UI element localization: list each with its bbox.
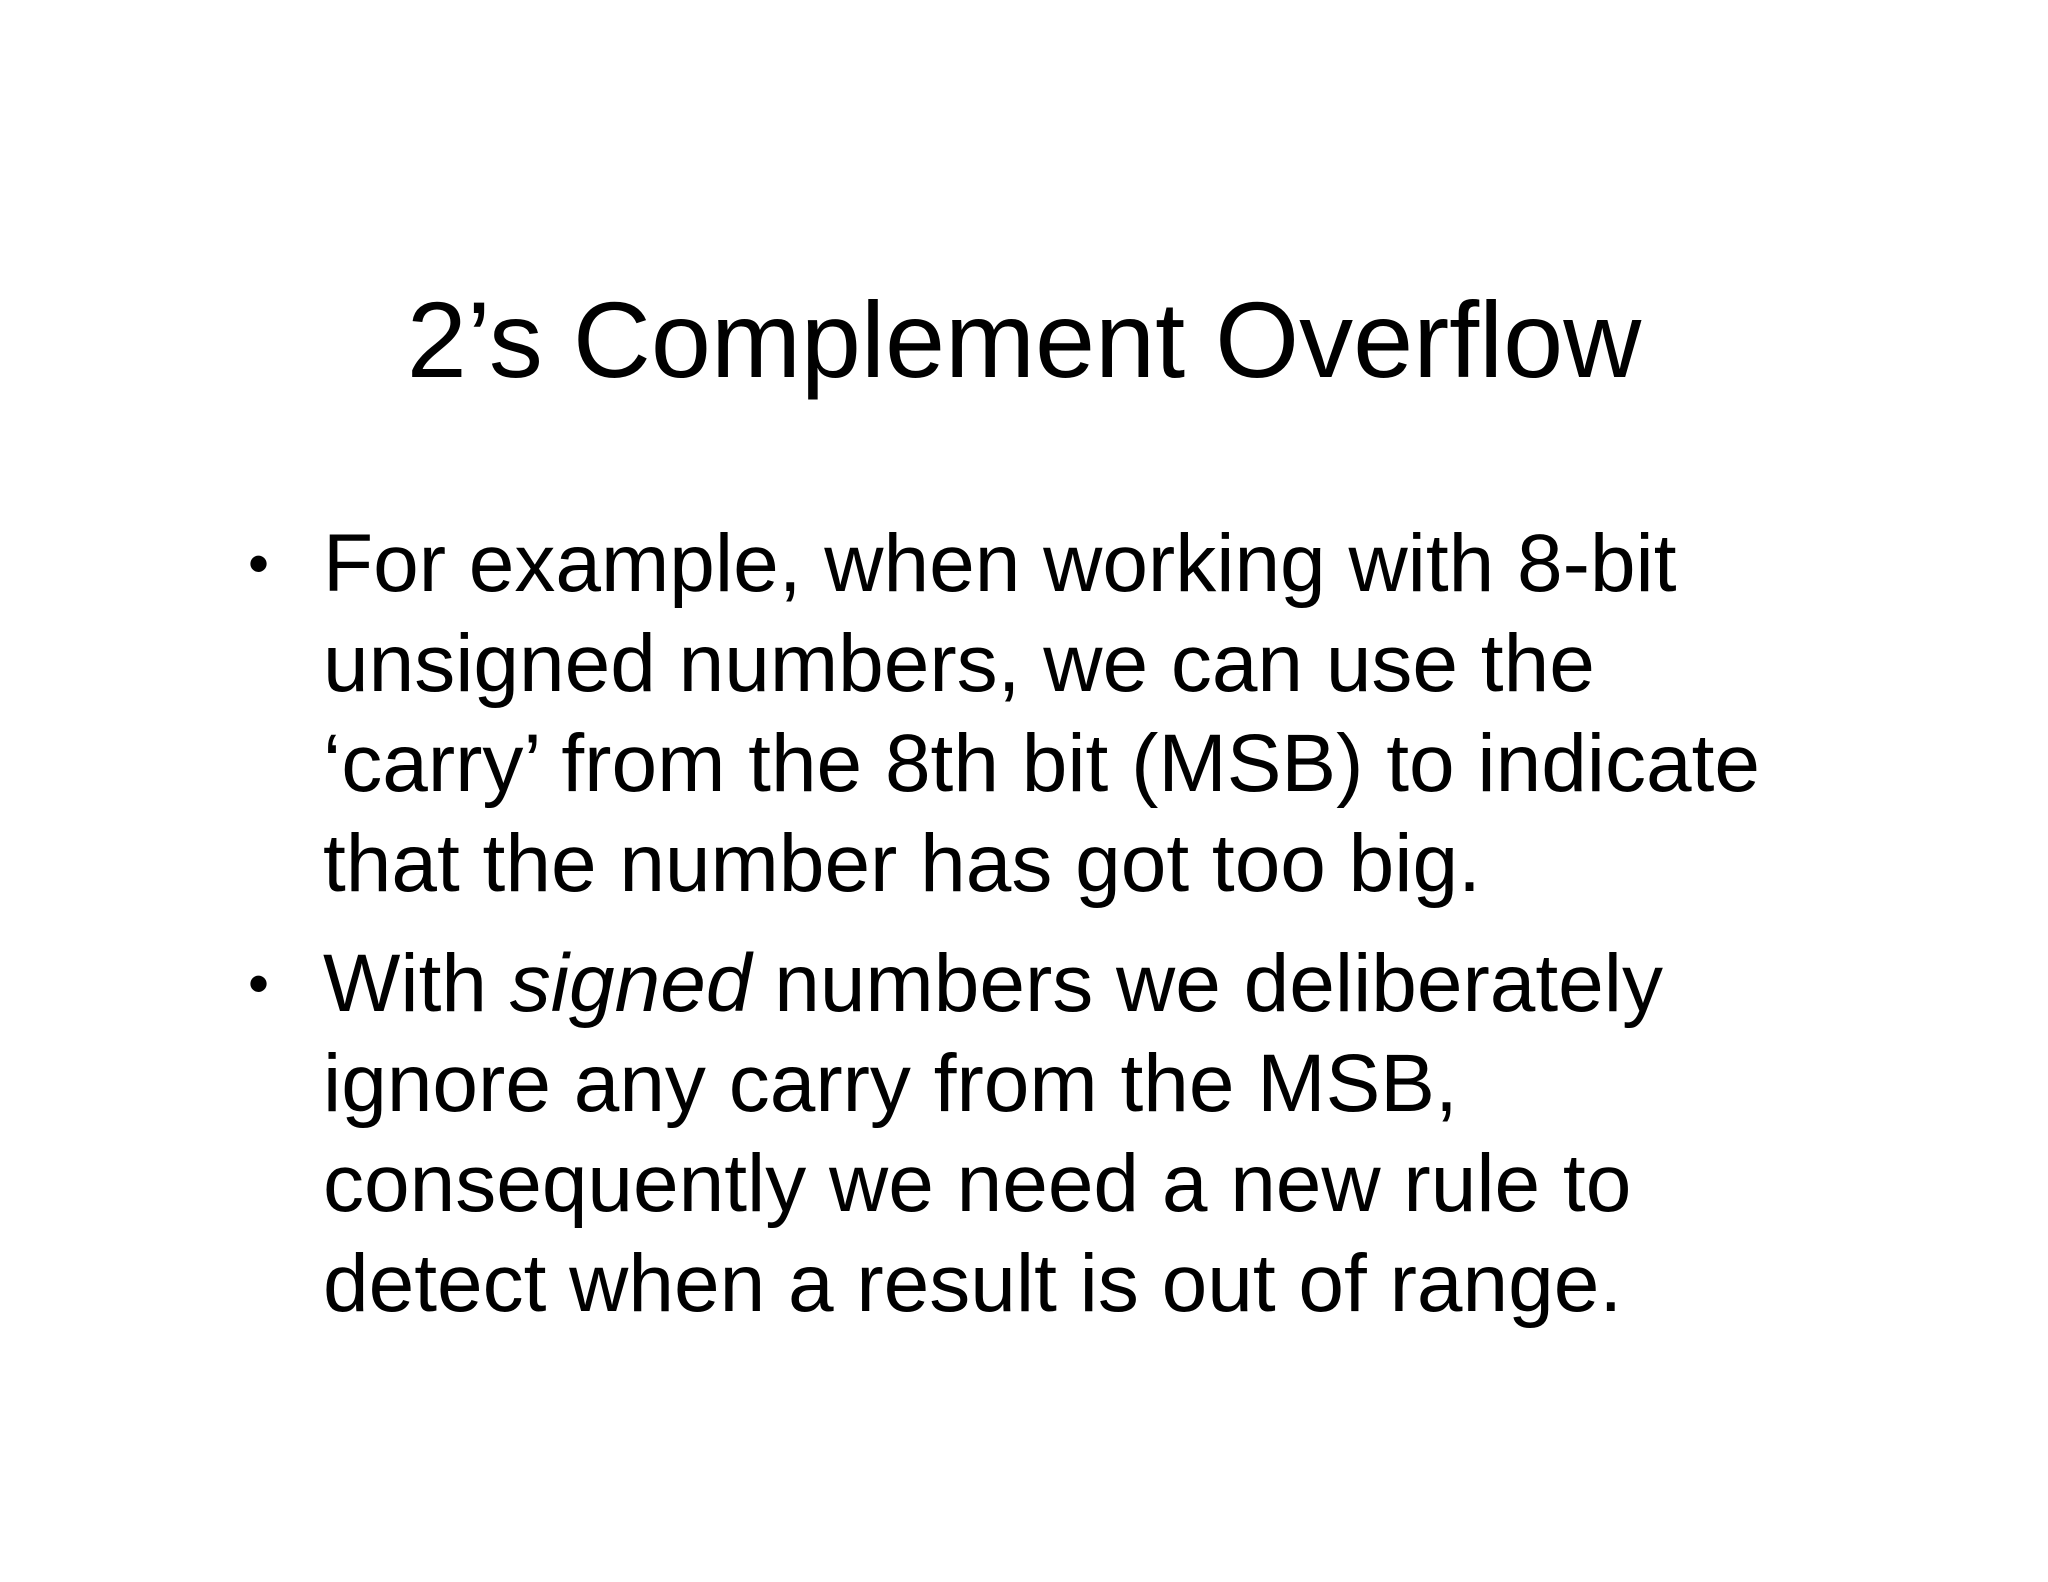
bullet-item-carry: [248, 514, 1848, 914]
bullet-text-line: ignore any carry from the MSB,: [323, 1038, 1458, 1129]
bullet-item-signed: [248, 934, 1848, 1334]
bullet-text-line: detect when a result is out of range.: [323, 1238, 1623, 1329]
bullet-dot-icon: •: [248, 530, 270, 597]
bullet-text-prefix: With: [323, 938, 510, 1029]
bullet-text-line: [323, 934, 1848, 1034]
bullet-text-line: ‘carry’ from the 8th bit (MSB) to indicate: [323, 718, 1761, 809]
bullet-list: [248, 514, 1848, 1354]
bullet-text-line: unsigned numbers, we can use the: [323, 618, 1595, 709]
slide-title: 2’s Complement Overflow: [406, 279, 1642, 400]
bullet-text-line: consequently we need a new rule to: [323, 1138, 1632, 1229]
bullet-text-line: For example, when working with 8-bit: [323, 518, 1677, 609]
bullet-text-line: that the number has got too big.: [323, 818, 1481, 909]
bullet-text-suffix: numbers we deliberately: [751, 938, 1664, 1029]
bullet-dot-icon: •: [248, 950, 270, 1017]
emphasized-word: signed: [509, 938, 752, 1029]
